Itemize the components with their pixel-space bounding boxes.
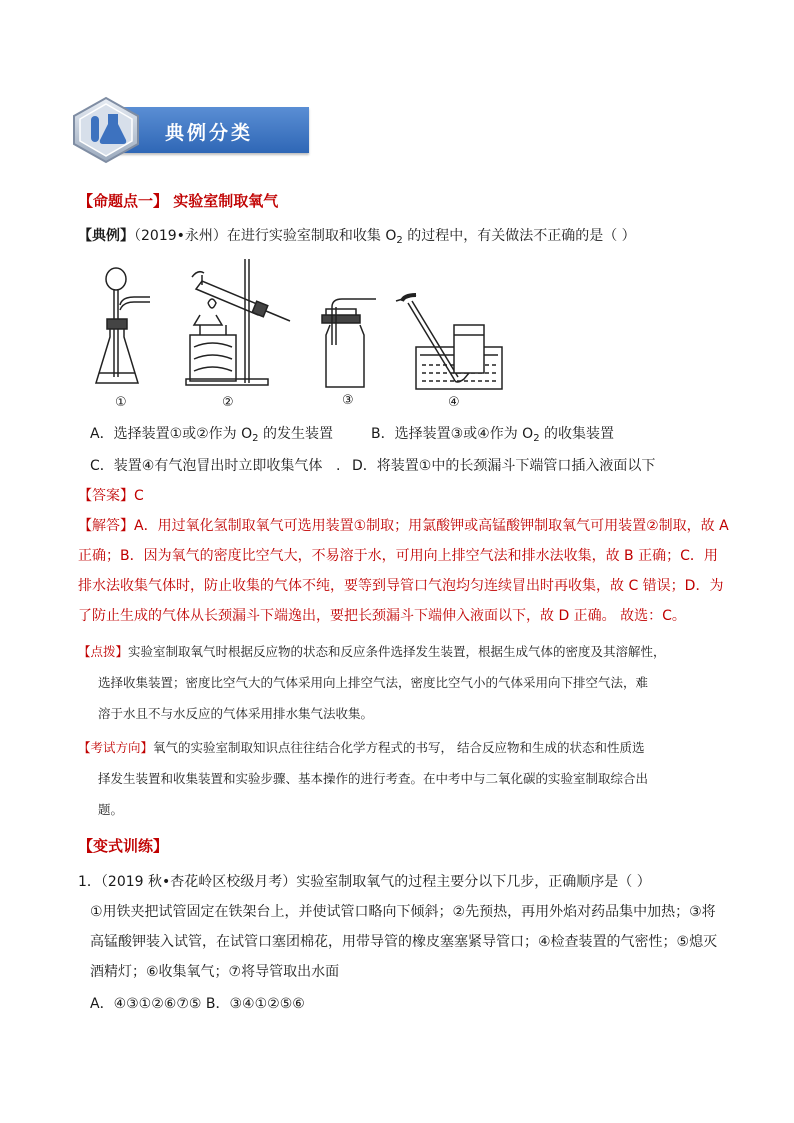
apparatus-diagram (90, 255, 510, 415)
solution-line-2: 正确；B．因为氧气的密度比空气大，不易溶于水，可用向上排空气法和排水法收集，故 B 正确；C．用 (78, 548, 718, 564)
section-title: 【命题点一】 实验室制取氧气 (78, 192, 279, 210)
solution-line-3: 排水法收集气体时，防止收集的气体不纯，要等到导管口气泡均匀连续冒出时再收集，故 C 错误；D．为 (78, 578, 724, 594)
q1-options: A．④③①②⑥⑦⑤ B．③④①②⑤⑥ (90, 996, 305, 1012)
direction-tag: 【考试方向】 (78, 740, 154, 755)
answer (78, 486, 144, 506)
direction-line-1: 【考试方向】氧气的实验室制取知识点往往结合化学方程式的书写， 结合反应物和生成的状态和性质选 (78, 740, 645, 755)
heating-apparatus (186, 259, 290, 385)
answer-tag: 【答案】 (78, 488, 134, 504)
solution-tag: 【解答】 (78, 518, 134, 534)
conical-flask-apparatus (96, 268, 150, 383)
option-c: C．装置④有气泡冒出时立即收集气体 (90, 458, 323, 474)
direction-line-3: 题。 (98, 802, 124, 817)
q1-number: 1． (78, 874, 101, 890)
example-question: 【典例】（2019•永州）在进行实验室制取和收集 $O_2$ 的过程中，有关做法不正确的是（ ） (78, 228, 636, 246)
option-separator: . (336, 458, 341, 474)
apparatus-label-1: ① (115, 395, 127, 410)
solution-line-4: 了防止生成的气体从长颈漏斗下端逸出，要把长颈漏斗下端伸入液面以下，故 D 正确。 故选：C。 (78, 608, 686, 624)
q1-line-3: 酒精灯；⑥收集氧气；⑦将导管取出水面 (90, 964, 340, 980)
solution-line-1: 【解答】A．用过氧化氢制取氧气可选用装置①制取；用氯酸钾或高锰酸钾制取氧气可用装置②制取，故 A (78, 518, 729, 534)
answer-value: C (134, 488, 144, 504)
banner-title: 典例分类 (165, 122, 254, 144)
comment-tag: 【点拨】 (78, 644, 129, 659)
option-d: D．将装置①中的长颈漏斗下端管口插入液面以下 (352, 458, 656, 474)
option-b: B．选择装置③或④作为 $O_2$ 的收集装置 (371, 426, 615, 444)
q1-line-1: ①用铁夹把试管固定在铁架台上，并使试管口略向下倾斜；②先预热，再用外焰对药品集中加热；③将 (90, 904, 716, 920)
comment-line-1: 【点拨】实验室制取氧气时根据反应物的状态和反应条件选择发生装置，根据生成气体的密度及其溶解性， (78, 644, 666, 659)
flask-badge-icon (70, 96, 142, 164)
direction-line-2: 择发生装置和收集装置和实验步骤、基本操作的进行考查。在中考中与二氧化碳的实验室制取综合出 (98, 771, 649, 786)
option-a: A．选择装置①或②作为 $O_2$ 的发生装置 (90, 426, 333, 444)
apparatus-label-4: ④ (448, 395, 460, 410)
comment-line-3: 溶于水且不与水反应的气体采用排水集气法收集。 (98, 706, 374, 721)
q1-line-2: 高锰酸钾装入试管，在试管口塞团棉花，用带导管的橡皮塞塞紧导管口；④检查装置的气密性；⑤熄灭 (90, 934, 718, 950)
comment-line-2: 选择收集装置；密度比空气大的气体采用向上排空气法，密度比空气小的气体采用向下排空气法，难 (98, 675, 649, 690)
gas-jar-apparatus (322, 299, 376, 387)
apparatus-label-3: ③ (342, 393, 354, 408)
water-trough-apparatus (396, 295, 502, 389)
apparatus-label-2: ② (222, 395, 234, 410)
example-tag: 【典例】 (78, 228, 134, 244)
section-title-variant: 【变式训练】 (78, 837, 169, 855)
q1-question: 1．（2019 秋•杏花岭区校级月考）实验室制取氧气的过程主要分以下几步，正确顺序是（ ） (78, 874, 651, 890)
